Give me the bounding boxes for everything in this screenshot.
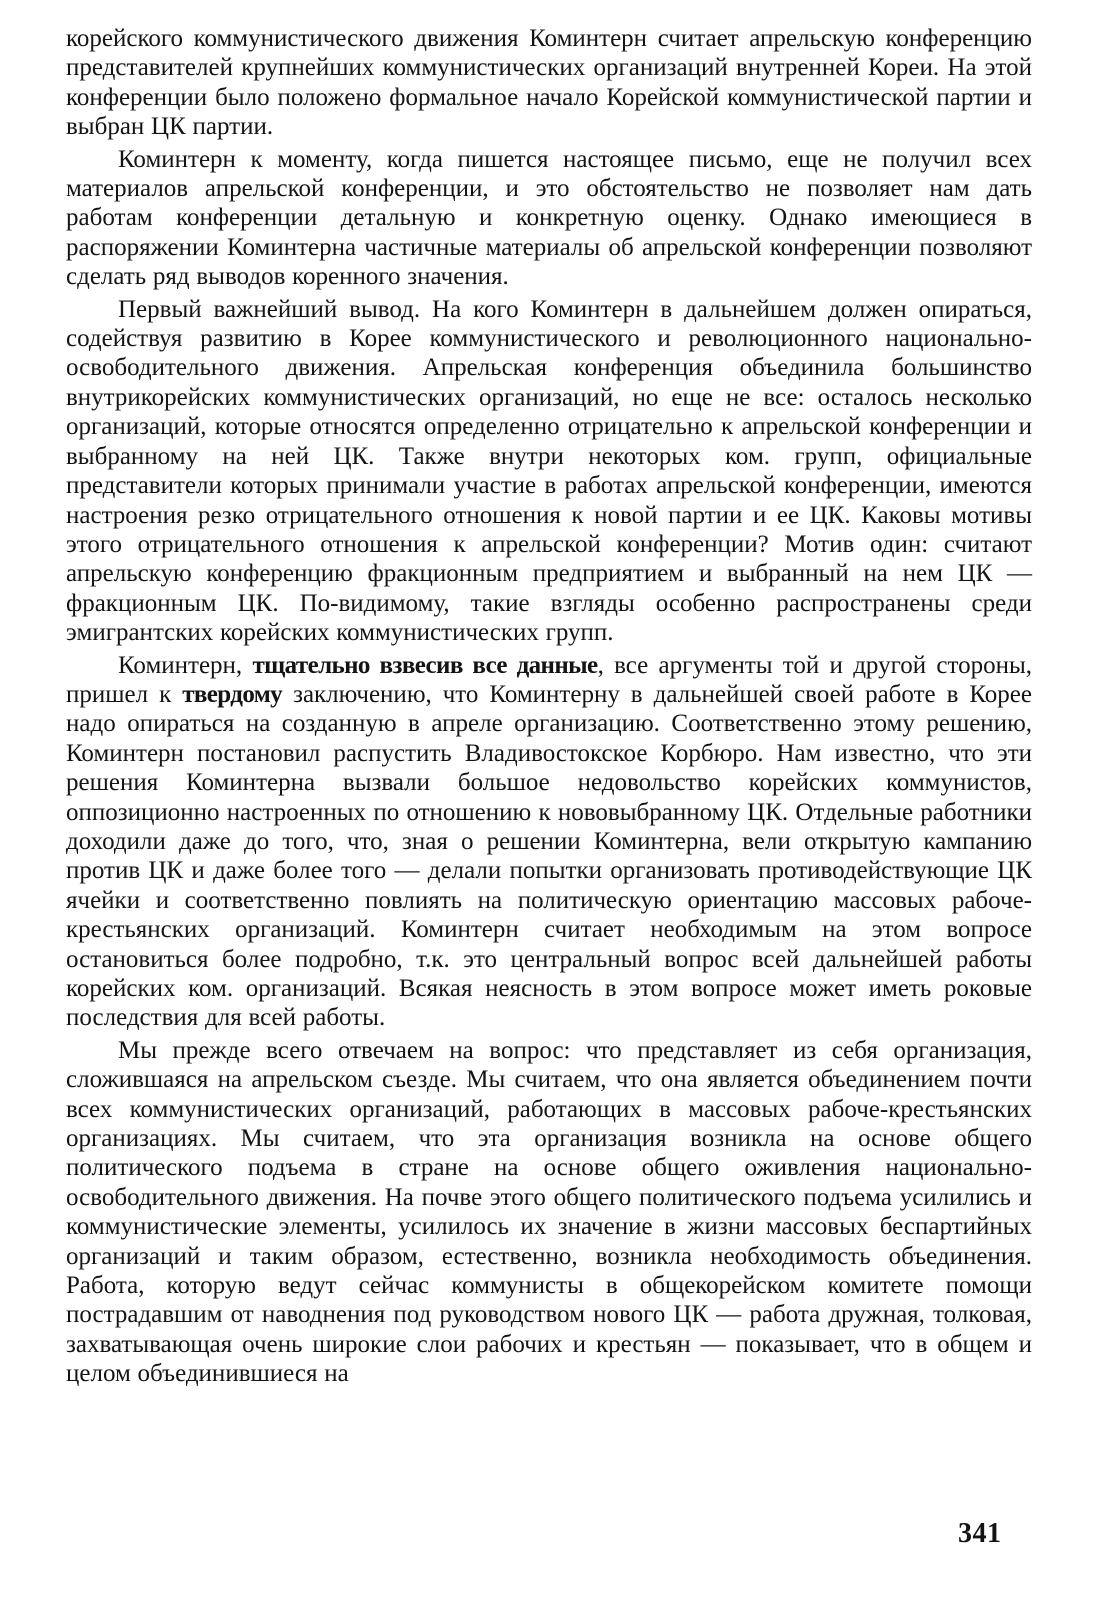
paragraph [66,651,1032,1033]
paragraph [66,24,1032,142]
paragraph [66,295,1032,648]
text-run: заключению, что Коминтерну в дальнейшей своей работе в Корее надо опираться на созданную в апреле организацию. Соответственно этому решению, Коминтерн постановил распустить Владивостокское Корбюро. Нам известно, что эти решения Коминтерна вызвали большое недовольство корейских коммунистов, оппозиционно настроенных по отношению к нововыбранному ЦК. Отдельные работники доходили даже до того, что, зная о решении Коминтерна, вели открытую кампанию против ЦК и даже более того — делали попытки организовать противодействующие ЦК ячейки и соответственно повлиять на политическую ориентацию массовых рабоче-крестьянских организаций. Коминтерн считает необходимым на этом вопросе остановиться более подробно, т.к. это центральный вопрос всей дальнейшей работы корейских ком. организаций. Всякая неясность в этом вопросе может иметь роковые последствия для всей работы. [66,680,1033,1032]
text-run: Коминтерн, [118,651,253,679]
text-run: , все аргументы той и другой стороны, пришел к [66,651,1032,708]
text-run: Первый важнейший вывод. На кого Коминтерн в дальнейшем должен опираться, содействуя развитию в Корее коммунистического и революционного национально-освободительного движения. Апрельская конференция объединила большинство внутрикорейских коммунистических организаций, но еще не все: осталось несколько организаций, которые относятся определенно отрицательно к апрельской конференции и выбранному на ней ЦК. Также внутри некоторых ком. групп, официальные представители которых принимали участие в работах апрельской конференции, имеются настроения резко отрицательного отношения к новой партии и ее ЦК. Каковы мотивы этого отрицательного отношения к апрельской конференции? Мотив один: считают апрельскую конференцию фракционным предприятием и выбранный на нем ЦК — фракционным ЦК. По-видимому, такие взгляды особенно распространены среди эмигрантских корейских коммунистических групп. [66,295,1032,647]
text-run: Коминтерн к моменту, когда пишется настоящее письмо, еще не получил всех материалов апрельской конференции, и это обстоятельство не позволяет нам дать работам конференции детальную и конкретную оценку. Однако имеющиеся в распоряжении Коминтерна частичные материалы об апрельской конференции позволяют сделать ряд выводов коренного значения. [66,145,1032,291]
paragraph [66,145,1032,292]
body-text [66,24,1032,1389]
page-number: 341 [958,1518,1002,1549]
bold-text-run: твердому [182,680,283,708]
bold-text-run: тщательно взвесив все данные [252,651,598,679]
text-run: Мы прежде всего отвечаем на вопрос: что представляет из себя организация, сложившаяся на апрельском съезде. Мы считаем, что она является объединением почти всех коммунистических организаций, работающих в массовых рабоче-крестьянских организациях. Мы считаем, что эта организация возникла на основе общего политического подъема в стране на основе общего оживления национально-освободительного движения. На почве этого общего политического подъема усилились и коммунистические элементы, усилилось их значение в жизни массовых беспартийных организаций и таким образом, естественно, возникла необходимость объединения. Работа, которую ведут сейчас коммунисты в общекорейском комитете помощи пострадавшим от наводнения под руководством нового ЦК — работа дружная, толковая, захватывающая очень широкие слои рабочих и крестьян — показывает, что в общем и целом объединившиеся на [66,1036,1032,1388]
text-run: корейского коммунистического движения Коминтерн считает апрельскую конференцию представителей крупнейших коммунистических организаций внутренней Кореи. На этой конференции было положено формальное начало Корейской коммунистической партии и выбран ЦК партии. [66,25,1032,141]
paragraph [66,1036,1032,1389]
